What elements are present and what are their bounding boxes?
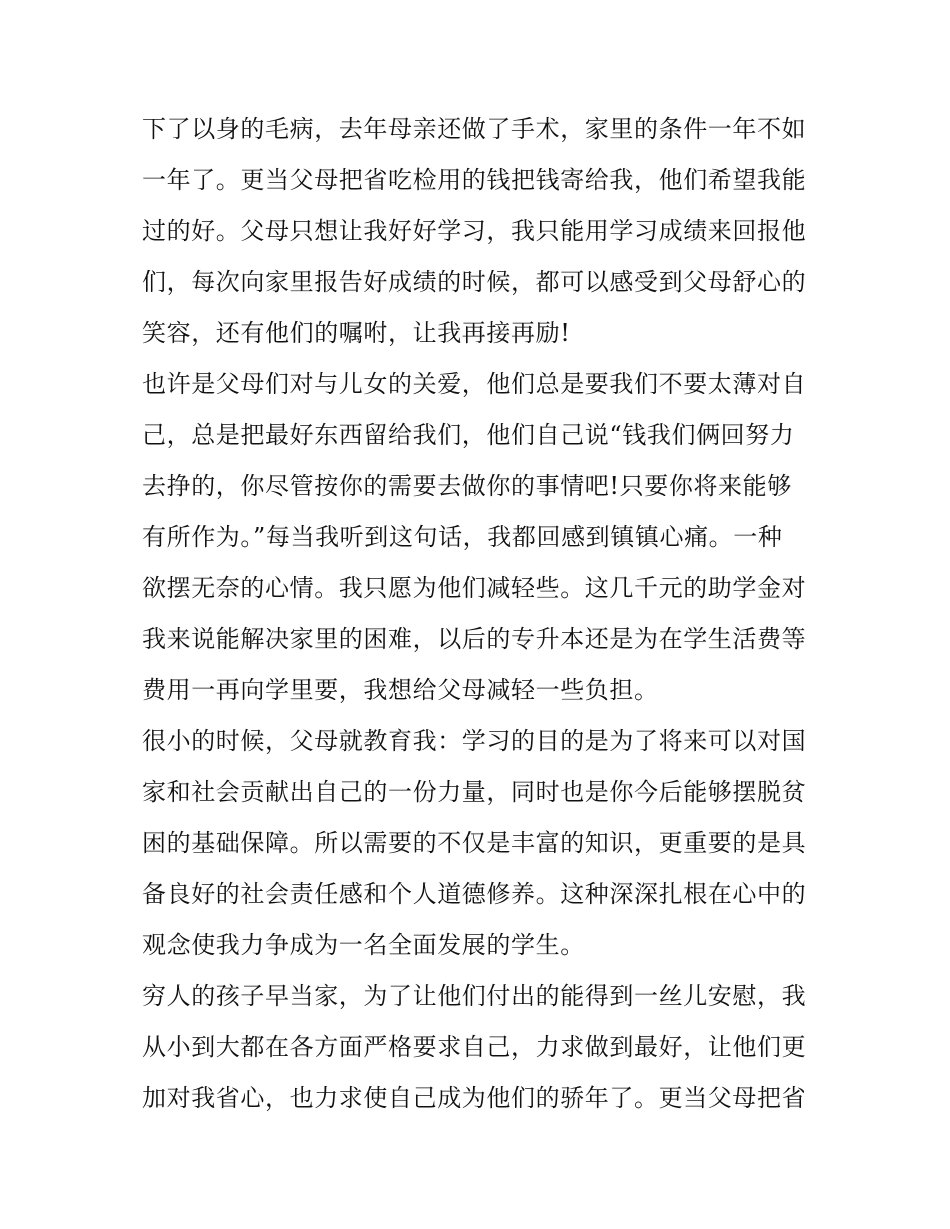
text-line: 困的基础保障。所以需要的不仅是丰富的知识，更重要的是具 [142, 829, 807, 857]
text-line: 费用一再向学里要，我想给父母减轻一些负担。 [142, 676, 659, 704]
text-line: 从小到大都在各方面严格要求自己，力求做到最好，让他们更 [142, 1033, 807, 1061]
text-line: 观念使我力争成为一名全面发展的学生。 [142, 931, 585, 959]
text-line: 欲摆无奈的心情。我只愿为他们减轻些。这几千元的助学金对 [142, 574, 807, 602]
text-line: 下了以身的毛病，去年母亲还做了手术，家里的条件一年不如 [142, 115, 807, 143]
document-body [142, 104, 822, 1124]
text-line: 备良好的社会责任感和个人道德修养。这种深深扎根在心中的 [142, 880, 807, 908]
text-line: 一年了。更当父母把省吃检用的钱把钱寄给我，他们希望我能 [142, 166, 807, 194]
text-line: 己，总是把最好东西留给我们，他们自己说“钱我们俩回努力 [142, 421, 795, 449]
text-line: 穷人的孩子早当家，为了让他们付出的能得到一丝儿安慰，我 [142, 982, 807, 1010]
text-line: 去挣的，你尽管按你的需要去做你的事情吧!只要你将来能够 [142, 472, 792, 500]
text-line: 很小的时候，父母就教育我：学习的目的是为了将来可以对国 [142, 727, 807, 755]
text-line: 笑容，还有他们的嘱咐，让我再接再励! [142, 319, 571, 347]
text-line: 我来说能解决家里的困难，以后的专升本还是为在学生活费等 [142, 625, 807, 653]
text-line: 也许是父母们对与儿女的关爱，他们总是要我们不要太薄对自 [142, 370, 807, 398]
text-line: 家和社会贡献出自己的一份力量，同时也是你今后能够摆脱贫 [142, 778, 807, 806]
text-line: 们，每次向家里报告好成绩的时候，都可以感受到父母舒心的 [142, 268, 807, 296]
text-line: 过的好。父母只想让我好好学习，我只能用学习成绩来回报他 [142, 217, 807, 245]
text-line: 有所作为。”每当我听到这句话，我都回感到镇镇心痛。一种 [142, 523, 783, 551]
text-line: 加对我省心，也力求使自己成为他们的骄年了。更当父母把省 [142, 1084, 807, 1112]
